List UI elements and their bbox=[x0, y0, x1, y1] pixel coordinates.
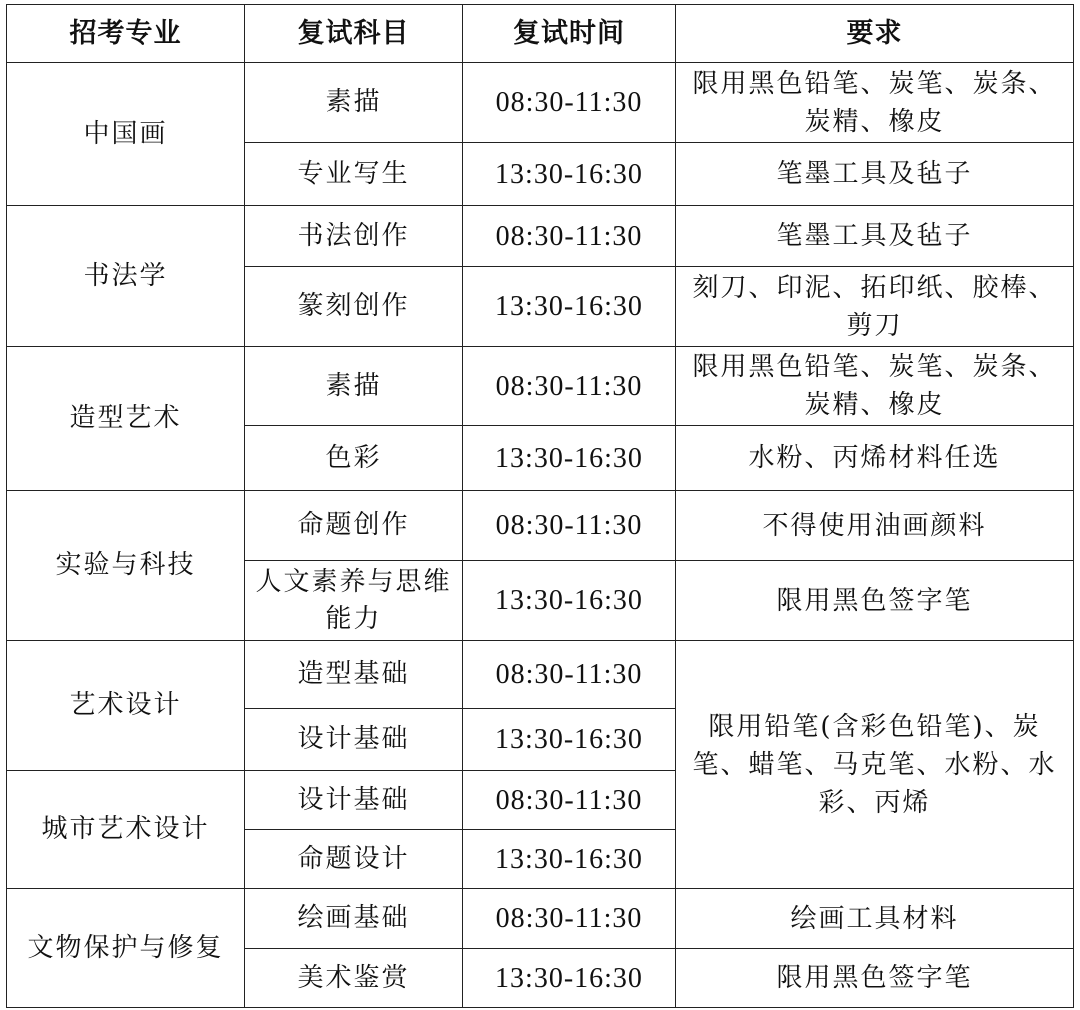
requirement-cell: 笔墨工具及毡子 bbox=[676, 206, 1074, 267]
time-cell: 08:30-11:30 bbox=[463, 491, 676, 561]
requirement-cell: 限用黑色铅笔、炭笔、炭条、炭精、橡皮 bbox=[676, 63, 1074, 143]
subject-cell: 书法创作 bbox=[245, 206, 463, 267]
time-cell: 13:30-16:30 bbox=[463, 143, 676, 206]
major-cell: 实验与科技 bbox=[7, 491, 245, 641]
header-subject: 复试科目 bbox=[245, 5, 463, 63]
time-cell: 13:30-16:30 bbox=[463, 949, 676, 1008]
time-cell: 08:30-11:30 bbox=[463, 347, 676, 426]
requirement-cell: 刻刀、印泥、拓印纸、胶棒、剪刀 bbox=[676, 267, 1074, 347]
major-cell: 造型艺术 bbox=[7, 347, 245, 491]
time-cell: 13:30-16:30 bbox=[463, 267, 676, 347]
major-cell: 文物保护与修复 bbox=[7, 889, 245, 1008]
major-cell: 书法学 bbox=[7, 206, 245, 347]
table-row bbox=[7, 206, 1074, 267]
major-cell: 城市艺术设计 bbox=[7, 771, 245, 889]
table-row bbox=[7, 347, 1074, 426]
requirement-cell: 不得使用油画颜料 bbox=[676, 491, 1074, 561]
subject-cell: 设计基础 bbox=[245, 771, 463, 830]
table-row bbox=[7, 889, 1074, 949]
subject-cell: 美术鉴赏 bbox=[245, 949, 463, 1008]
subject-cell: 色彩 bbox=[245, 426, 463, 491]
major-cell: 艺术设计 bbox=[7, 641, 245, 771]
requirement-cell: 限用黑色签字笔 bbox=[676, 949, 1074, 1008]
subject-cell: 命题设计 bbox=[245, 830, 463, 889]
table-row bbox=[7, 641, 1074, 709]
subject-cell: 素描 bbox=[245, 347, 463, 426]
time-cell: 08:30-11:30 bbox=[463, 889, 676, 949]
time-cell: 13:30-16:30 bbox=[463, 426, 676, 491]
subject-cell: 绘画基础 bbox=[245, 889, 463, 949]
time-cell: 08:30-11:30 bbox=[463, 63, 676, 143]
table-row bbox=[7, 491, 1074, 561]
subject-cell: 造型基础 bbox=[245, 641, 463, 709]
header-time: 复试时间 bbox=[463, 5, 676, 63]
requirement-cell-shared: 限用铅笔(含彩色铅笔)、炭笔、蜡笔、马克笔、水粉、水彩、丙烯 bbox=[676, 641, 1074, 889]
subject-cell: 素描 bbox=[245, 63, 463, 143]
time-cell: 08:30-11:30 bbox=[463, 206, 676, 267]
time-cell: 08:30-11:30 bbox=[463, 641, 676, 709]
requirement-cell: 限用黑色签字笔 bbox=[676, 561, 1074, 641]
exam-schedule-table bbox=[6, 4, 1074, 1008]
table-row bbox=[7, 63, 1074, 143]
time-cell: 13:30-16:30 bbox=[463, 830, 676, 889]
subject-cell: 命题创作 bbox=[245, 491, 463, 561]
time-cell: 13:30-16:30 bbox=[463, 561, 676, 641]
requirement-cell: 笔墨工具及毡子 bbox=[676, 143, 1074, 206]
time-cell: 08:30-11:30 bbox=[463, 771, 676, 830]
time-cell: 13:30-16:30 bbox=[463, 709, 676, 771]
header-major: 招考专业 bbox=[7, 5, 245, 63]
subject-cell: 人文素养与思维能力 bbox=[245, 561, 463, 641]
subject-cell: 设计基础 bbox=[245, 709, 463, 771]
requirement-cell: 水粉、丙烯材料任选 bbox=[676, 426, 1074, 491]
subject-cell: 专业写生 bbox=[245, 143, 463, 206]
header-row bbox=[7, 5, 1074, 63]
header-requirement: 要求 bbox=[676, 5, 1074, 63]
requirement-cell: 限用黑色铅笔、炭笔、炭条、炭精、橡皮 bbox=[676, 347, 1074, 426]
major-cell: 中国画 bbox=[7, 63, 245, 206]
subject-cell: 篆刻创作 bbox=[245, 267, 463, 347]
requirement-cell: 绘画工具材料 bbox=[676, 889, 1074, 949]
